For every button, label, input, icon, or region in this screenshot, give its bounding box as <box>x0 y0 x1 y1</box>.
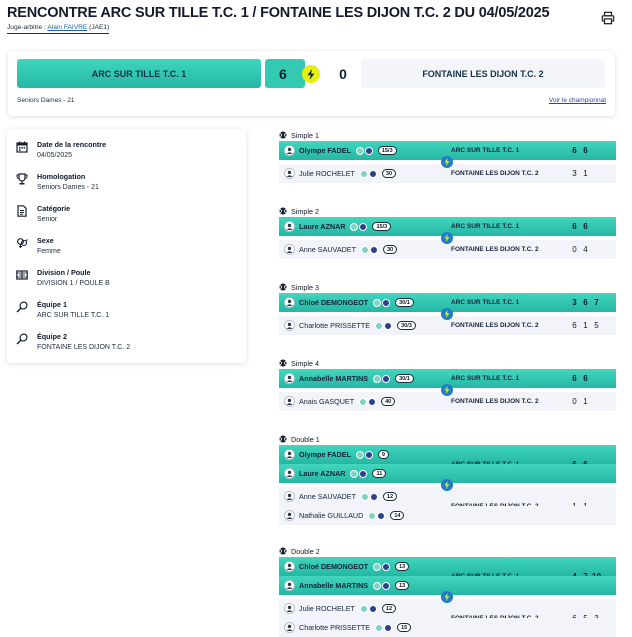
info-label: Sexe <box>37 236 54 245</box>
info-label: Homologation <box>37 172 86 181</box>
championship-link[interactable]: Voir le championnat <box>548 97 606 104</box>
club-dot-icon <box>382 299 390 307</box>
rank-badge: 40 <box>381 397 395 406</box>
set-score: 4 <box>583 245 588 254</box>
player-name-cell <box>299 487 397 506</box>
status-dot-icon <box>356 451 364 459</box>
info-panel <box>7 129 246 363</box>
match-title-text: Double 1 <box>291 434 320 444</box>
avatar-icon <box>284 622 295 633</box>
avatar-icon <box>284 244 295 255</box>
avatar-icon <box>284 561 295 572</box>
club-dot-icon <box>384 322 392 330</box>
player-name[interactable]: Charlotte PRISSETTE <box>299 623 371 632</box>
set-score: 6 <box>572 374 577 383</box>
status-dot-icon <box>373 375 381 383</box>
avatar-icon <box>284 468 295 479</box>
avatar-icon <box>284 396 295 407</box>
rank-badge: 11 <box>372 469 386 478</box>
rank-badge: 13 <box>395 581 409 590</box>
club-dot-icon <box>359 223 367 231</box>
match-title <box>279 205 616 217</box>
status-dot-icon <box>360 605 368 613</box>
rank-badge: 13 <box>395 562 409 571</box>
rank-badge: 30/1 <box>395 298 414 307</box>
info-value: Senior <box>37 216 58 223</box>
info-category <box>16 203 70 225</box>
player-name[interactable]: Nathalie GUILLAUD <box>299 511 364 520</box>
team-name: ARC SUR TILLE T.C. 1 <box>451 223 520 230</box>
club-dot-icon <box>369 605 377 613</box>
player-name[interactable]: Olympe FADEL <box>299 146 351 155</box>
match-title <box>279 433 616 445</box>
judge-name-link[interactable]: Alain FAIVRE <box>47 24 88 31</box>
status-dot-icon <box>360 170 368 178</box>
player-row[interactable] <box>279 445 616 464</box>
rank-badge: 9 <box>378 450 389 459</box>
match-block <box>279 129 616 183</box>
player-name[interactable]: Chloé DEMONGEOT <box>299 298 369 307</box>
player-name-cell <box>299 141 397 160</box>
set-score: 6 <box>583 222 588 231</box>
status-dot-icon <box>373 563 381 571</box>
set-scores <box>569 164 591 183</box>
player-name-cell <box>299 293 414 312</box>
set-score: 1 <box>583 321 588 330</box>
tennis-ball-icon <box>279 435 287 443</box>
info-label: Équipe 2 <box>37 332 67 341</box>
set-score: 1 <box>583 169 588 178</box>
bolt-icon <box>441 156 453 168</box>
match-block <box>279 545 616 637</box>
set-scores <box>569 392 591 411</box>
set-scores <box>569 217 591 236</box>
player-row[interactable] <box>279 506 616 525</box>
tennis-ball-icon <box>279 359 287 367</box>
player-row[interactable] <box>279 618 616 637</box>
club-dot-icon <box>370 493 378 501</box>
rank-badge: 15 <box>397 623 411 632</box>
team-name: ARC SUR TILLE T.C. 1 <box>451 147 520 154</box>
set-score: 6 <box>572 146 577 155</box>
status-dot-icon <box>356 147 364 155</box>
club-dot-icon <box>382 582 390 590</box>
avatar-icon <box>284 297 295 308</box>
set-score: 7 <box>594 298 599 307</box>
avatar-icon <box>284 580 295 591</box>
status-icons <box>373 582 390 590</box>
match-title <box>279 281 616 293</box>
club-dot-icon <box>365 147 373 155</box>
avatar-icon <box>284 449 295 460</box>
player-name[interactable]: Julie ROCHELET <box>299 604 355 613</box>
team-name: FONTAINE LES DIJON T.C. 2 <box>451 246 539 253</box>
info-value: DIVISION 1 / POULE B <box>37 280 110 287</box>
match-title-text: Simple 4 <box>291 358 319 368</box>
player-name-cell <box>299 392 395 411</box>
set-score: 6 <box>583 146 588 155</box>
calendar-icon <box>16 141 28 153</box>
player-name-cell <box>299 217 391 236</box>
page-title: RENCONTRE ARC SUR TILLE T.C. 1 / FONTAINE LES DIJON T.C. 2 DU 04/05/2025 <box>7 5 550 21</box>
info-label: Catégorie <box>37 204 71 213</box>
status-icons <box>359 398 376 406</box>
player-row[interactable] <box>279 557 616 576</box>
rank-badge: 15/3 <box>372 222 391 231</box>
player-name-cell <box>299 164 396 183</box>
away-score: 0 <box>339 65 347 82</box>
status-icons <box>375 624 392 632</box>
bolt-icon <box>441 232 453 244</box>
match-title <box>279 545 616 557</box>
info-gender <box>16 235 61 257</box>
player-name[interactable]: Julie ROCHELET <box>299 169 355 178</box>
court-icon <box>16 269 28 281</box>
player-name-cell <box>299 506 404 525</box>
set-score: 6 <box>572 321 577 330</box>
club-dot-icon <box>359 470 367 478</box>
avatar-icon <box>284 491 295 502</box>
club-dot-icon <box>377 512 385 520</box>
tennis-ball-icon <box>279 207 287 215</box>
avatar-icon <box>284 221 295 232</box>
info-team2 <box>16 331 130 353</box>
status-dot-icon <box>359 398 367 406</box>
status-icons <box>356 147 373 155</box>
status-icons <box>361 246 378 254</box>
rank-badge: 12 <box>383 492 397 501</box>
rank-badge: 12 <box>382 604 396 613</box>
gender-icon <box>16 237 28 249</box>
status-icons <box>368 512 385 520</box>
player-name-cell <box>299 445 389 464</box>
info-value: Seniors Dames - 21 <box>37 184 99 191</box>
match-block <box>279 433 616 525</box>
rank-badge: 30/3 <box>397 321 416 330</box>
club-dot-icon <box>370 246 378 254</box>
team-name: ARC SUR TILLE T.C. 1 <box>451 299 520 306</box>
avatar-icon <box>284 320 295 331</box>
set-score: 6 <box>572 222 577 231</box>
club-dot-icon <box>365 451 373 459</box>
match-block <box>279 205 616 259</box>
status-icons <box>350 470 367 478</box>
player-name-cell <box>299 599 396 618</box>
match-title-text: Simple 3 <box>291 282 319 292</box>
info-homologation <box>16 171 99 193</box>
team-name: ARC SUR TILLE T.C. 1 <box>451 375 520 382</box>
player-name[interactable]: Anais GASQUET <box>299 397 355 406</box>
team-name: FONTAINE LES DIJON T.C. 2 <box>451 170 539 177</box>
rank-badge: 30/1 <box>395 374 414 383</box>
status-dot-icon <box>350 223 358 231</box>
player-name-cell <box>299 240 397 259</box>
status-dot-icon <box>361 246 369 254</box>
club-dot-icon <box>384 624 392 632</box>
status-icons <box>360 605 377 613</box>
team-name: FONTAINE LES DIJON T.C. 2 <box>451 398 539 405</box>
status-dot-icon <box>375 624 383 632</box>
info-value: 04/05/2025 <box>37 152 73 159</box>
tennis-ball-icon <box>279 131 287 139</box>
avatar-icon <box>284 373 295 384</box>
rank-badge: 30 <box>382 169 396 178</box>
player-name-cell <box>299 557 409 576</box>
avatar-icon <box>284 603 295 614</box>
set-score: 0 <box>572 397 577 406</box>
player-name[interactable]: Laure AZNAR <box>299 469 346 478</box>
club-dot-icon <box>382 563 390 571</box>
info-value: ARC SUR TILLE T.C. 1 <box>37 312 110 319</box>
status-icons <box>373 563 390 571</box>
status-icons <box>356 451 373 459</box>
player-name[interactable]: Laure AZNAR <box>299 222 346 231</box>
player-name[interactable]: Olympe FADEL <box>299 450 351 459</box>
info-team1 <box>16 299 109 321</box>
player-name-cell <box>299 576 409 595</box>
info-label: Date de la rencontre <box>37 140 107 149</box>
set-score: 1 <box>583 397 588 406</box>
avatar-icon <box>284 168 295 179</box>
player-name[interactable]: Annabelle MARTINS <box>299 374 369 383</box>
bolt-icon <box>441 384 453 396</box>
tennis-ball-icon <box>279 547 287 555</box>
scoreboard <box>8 51 615 116</box>
judge-line <box>7 24 109 34</box>
player-name-cell <box>299 316 416 335</box>
team-name: FONTAINE LES DIJON T.C. 2 <box>451 322 539 329</box>
status-dot-icon <box>368 512 376 520</box>
tennis-ball-icon <box>279 283 287 291</box>
avatar-icon <box>284 145 295 156</box>
info-label: Équipe 1 <box>37 300 67 309</box>
set-score: 3 <box>572 169 577 178</box>
set-scores <box>569 369 591 388</box>
set-scores <box>569 316 602 335</box>
info-date <box>16 139 106 161</box>
player-name[interactable]: Charlotte PRISSETTE <box>299 321 371 330</box>
player-name-cell <box>299 618 411 637</box>
match-block <box>279 357 616 411</box>
set-score: 0 <box>572 245 577 254</box>
judge-label: Juge-arbitre : <box>7 24 46 31</box>
status-icons <box>373 299 390 307</box>
status-dot-icon <box>375 322 383 330</box>
document-icon <box>16 205 28 217</box>
avatar-icon <box>284 510 295 521</box>
judge-code: (JAE1) <box>89 24 110 31</box>
info-division <box>16 267 110 289</box>
match-title-text: Simple 1 <box>291 130 319 140</box>
match-title <box>279 129 616 141</box>
set-score: 6 <box>583 374 588 383</box>
info-value: FONTAINE LES DIJON T.C. 2 <box>37 344 131 351</box>
status-dot-icon <box>350 470 358 478</box>
status-dot-icon <box>373 299 381 307</box>
bolt-icon <box>302 65 320 83</box>
trophy-icon <box>16 173 28 185</box>
match-title-text: Simple 2 <box>291 206 319 216</box>
player-name[interactable]: Anne SAUVADET <box>299 245 356 254</box>
bolt-icon <box>441 308 453 320</box>
player-name[interactable]: Anne SAUVADET <box>299 492 356 501</box>
match-block <box>279 281 616 335</box>
set-scores <box>569 293 602 312</box>
status-dot-icon <box>361 493 369 501</box>
rank-badge: 30 <box>383 245 397 254</box>
set-scores <box>569 141 591 160</box>
racket-icon <box>16 333 28 345</box>
category-label: Seniors Dames - 21 <box>17 97 75 104</box>
set-scores <box>569 240 591 259</box>
racket-icon <box>16 301 28 313</box>
player-name[interactable]: Annabelle MARTINS <box>299 581 369 590</box>
away-team-banner[interactable]: FONTAINE LES DIJON T.C. 2 <box>361 59 605 88</box>
bolt-icon <box>441 479 453 491</box>
status-icons <box>361 493 378 501</box>
rank-badge: 14 <box>390 511 404 520</box>
status-icons <box>360 170 377 178</box>
status-icons <box>350 223 367 231</box>
player-name[interactable]: Chloé DEMONGEOT <box>299 562 369 571</box>
rank-badge: 15/3 <box>378 146 397 155</box>
set-score: 6 <box>583 298 588 307</box>
info-label: Division / Poule <box>37 268 91 277</box>
printer-icon[interactable] <box>601 11 615 25</box>
club-dot-icon <box>368 398 376 406</box>
bolt-icon <box>441 591 453 603</box>
home-score: 6 <box>265 59 305 88</box>
match-title-text: Double 2 <box>291 546 320 556</box>
home-team-banner[interactable]: ARC SUR TILLE T.C. 1 <box>17 59 261 88</box>
club-dot-icon <box>382 375 390 383</box>
info-value: Femme <box>37 248 61 255</box>
status-icons <box>373 375 390 383</box>
status-dot-icon <box>373 582 381 590</box>
player-name-cell <box>299 369 414 388</box>
player-name-cell <box>299 464 386 483</box>
set-score: 3 <box>572 298 577 307</box>
club-dot-icon <box>369 170 377 178</box>
set-score: 5 <box>594 321 599 330</box>
status-icons <box>375 322 392 330</box>
match-title <box>279 357 616 369</box>
